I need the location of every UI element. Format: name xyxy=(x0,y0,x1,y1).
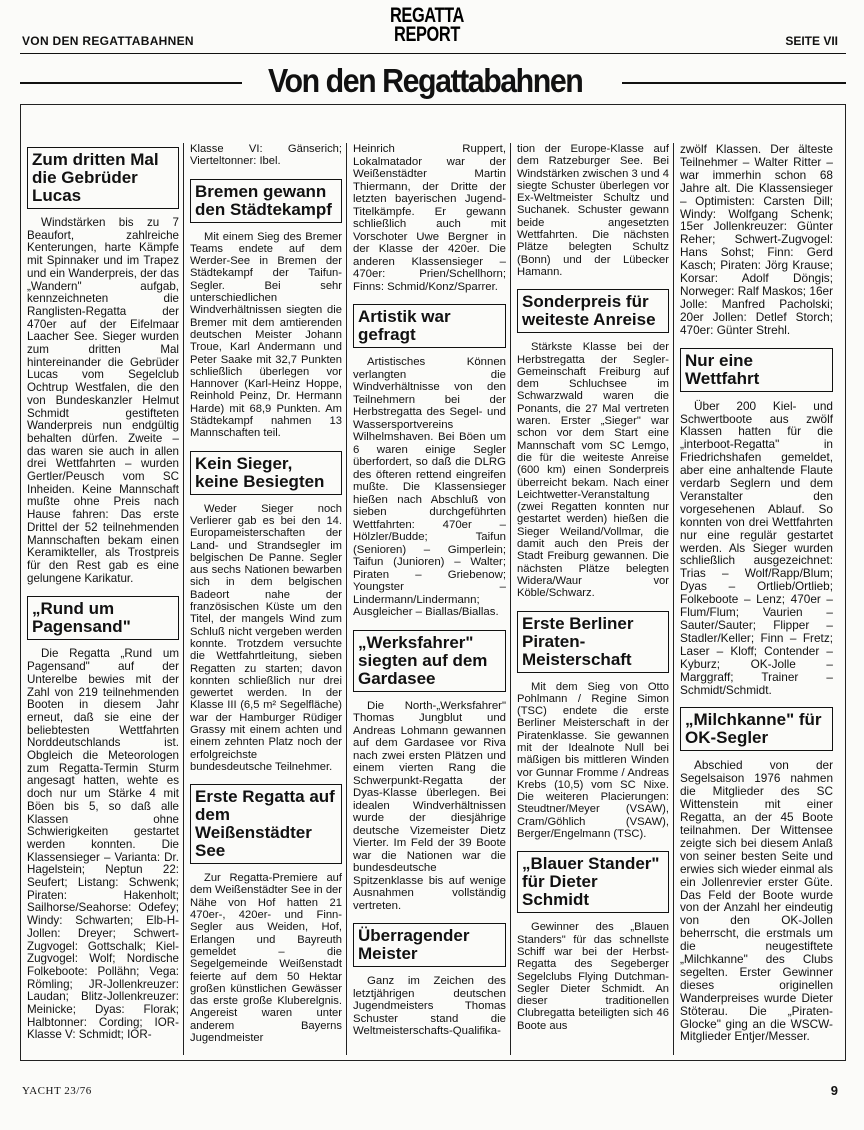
article-headline: Zum dritten Mal die Gebrüder Lucas xyxy=(27,147,179,209)
spacer xyxy=(353,293,506,300)
article-headline: Bremen gewann den Städtekampf xyxy=(190,179,342,223)
article-headline: Kein Sieger, keine Besiegten xyxy=(190,451,342,495)
spacer xyxy=(680,696,833,703)
spacer xyxy=(190,773,342,780)
header-rule xyxy=(20,53,846,54)
article-continuation: zwölf Klassen. Der älteste Teilnehmer – Walter Ritter – war immerhin schon 68 Jahre alt. Die Klassensieger – Optimisten: Carsten Dill; Windy: Wolfgang Schenk; 15er Jollenkreuzer: Günter Reher; Schwert-Zugvogel: Hans Sohst; Finn: Gerd Kasch; Piraten: Jörg Krause; Korsar: Adolf Döngis; Norweger: Ralf Maskos; 16er Jolle: Manfred Pacholski; 20er Jollen: Detlef Storch; 470er: Günter Strehl. xyxy=(680,142,833,337)
article-headline: „Blauer Stander" für Dieter Schmidt xyxy=(517,851,669,913)
article-headline: Erste Berliner Piraten-Meisterschaft xyxy=(517,611,669,673)
article-paragraph: Über 200 Kiel- und Schwertboote aus zwölf Klassen hatten für die „interboot-Regatta" in Friedrichshafen gemeldet, aber eine anhaltende Flaute verdarb Seglern und dem Veranstalter den vorgesehenen Ablauf. So konnten von drei Wettfahrten nur eine regulär gestartet werden. Als Sieger wurden schließlich ausgezeichnet: Trias – Wolf/Rapp/Blum; Dyas – Ortlieb/Ortlieb; Folkeboote – Lenz; 470er – Flum/Flum; Vaurien – Sauter/Sauter; Flipper – Stadler/Keller; Finn – Fretz; Laser – Kloff; Contender – Kyburz; OK-Jolle – Marggraff; Trainer – Schmidt/Schmidt. xyxy=(680,398,833,697)
article-headline: Überragender Meister xyxy=(353,923,506,967)
spacer xyxy=(517,840,669,847)
spacer xyxy=(353,912,506,919)
title-rule-right xyxy=(622,82,846,84)
spacer xyxy=(353,619,506,626)
article-paragraph: Stärkste Klasse bei der Herbstregatta der Segler-Gemeinschaft Freiburg auf dem Schluchsee im Schwarzwald waren die Ponants, die 27 Mal vertreten waren. Erster „Sieger" war schon vor dem Start eine Mannschaft vom SC Lemgo, die für die weiteste Anreise (600 km) einen Sonderpreis überreicht bekam. Nach einer Leichtwetter-Veranstaltung (zwei Regatten konnten nur gestartet werden) hießen die Sieger Weiland/Vollmar, die damit auch den Preis der Stadt Freiburg gewannen. Die nächsten Plätze belegten Widera/Waur vor Köble/Schwarz. xyxy=(517,341,669,600)
article-continuation: tion der Europe-Klasse auf dem Ratzeburger See. Bei Windstärken zwischen 3 und 4 siegte Schuster überlegen vor Ex-Weltmeister Schultz und Suchanek. Schuster gewann beide angesetzten Wettfahrten. Die nächsten Plätze belegten Schultz (Bonn) und der Lübecker Hamann. xyxy=(517,143,669,278)
title-rule-left xyxy=(20,82,242,84)
article-headline: „Milchkanne" für OK-Segler xyxy=(680,707,833,751)
article-paragraph: Weder Sieger noch Verlierer gab es bei den 14. Europameisterschaften der Land- und Strandsegler im belgischen De Panne. Segler aus sechs Nationen bewarben sich in dem belgischen Badeort nahe der französischen Küste um den Titel, der mangels Wind zum Schluß nicht vergeben werden konnte. Trotzdem versuchte die Wettfahrtleitung, sieben Regatten zu starten; davon konnten schließlich nur drei gewertet werden. In der Klasse III (6,5 m² Segelfläche) war der Hamburger Rüdiger Grassy mit einem achten und einem zehnten Platz noch der erfolgreichste bundesdeutsche Teilnehmer. xyxy=(190,502,342,773)
article-column-1 xyxy=(27,143,179,1049)
spacer xyxy=(27,1042,179,1049)
column-rule xyxy=(510,143,511,1055)
spacer xyxy=(190,440,342,447)
logo-line1: REGATTA xyxy=(389,4,465,27)
article-headline: Artistik war gefragt xyxy=(353,304,506,348)
column-rule xyxy=(346,143,347,1055)
spacer xyxy=(680,1043,833,1050)
article-headline: „Rund um Pagensand" xyxy=(27,596,179,640)
article-paragraph: Ganz im Zeichen des letztjährigen deutschen Jugendmeisters Thomas Schuster stand die Weltmeisterschafts-Qualifika- xyxy=(353,975,506,1037)
article-paragraph: Mit dem Sieg von Otto Pohlmann / Regine Simon (TSC) endete die erste Berliner Meisterschaft in der Piratenklasse. Sie gewannen mit der Idealnote Null bei mäßigen bis mittleren Winden vor Gunnar Fromme / Andreas Krebs (10,5) vom SC Nixe. Die weiteren Placierungen: Steudtner/Meyer (VSAW), Cram/Göhlich (VSAW), Berger/Engelmann (TSC). xyxy=(517,680,669,841)
spacer xyxy=(517,600,669,607)
spacer xyxy=(190,168,342,175)
article-headline: Nur eine Wettfahrt xyxy=(680,348,833,392)
column-rule xyxy=(673,143,674,1055)
article-continuation: Heinrich Ruppert, Lokalmatador war der Weißenstädter Martin Thiermann, der Dritte der letzten bayerischen Jugend-Titelkämpfe. Er gewann schließlich auch mit Vorschoter Uwe Bergner in der Klasse der 420er. Die anderen Klassensieger – 470er: Prien/Schellhorn; Finns: Schmid/Konz/Sparrer. xyxy=(353,143,506,293)
column-rule xyxy=(183,143,184,1055)
footer-issue: YACHT 23/76 xyxy=(22,1085,92,1097)
article-paragraph: Die Regatta „Rund um Pagensand" auf der Unterelbe bewies mit der Zahl von 219 teilnehmenden Booten in diesem Jahr erneut, daß sie eine der beliebtesten Wettfahrten Norddeutschlands ist. Obgleich die Meteorologen zum Regatta-Termin Sturm angesagt hatten, wehte es doch nur um Stärke 4 mit Böen bis 5, so daß alle Klassen ohne Schwierigkeiten gestartet werden konnten. Die Klassensieger – Varianta: Dr. Hagelstein; Neptun 22: Seufert; Listang: Schwenk; Piraten: Hakenholt; Sailhorse/Seahorse: Odefey; Windy: Schwarten; Elb-H-Jollen: Dreyer; Schwert-Zugvogel: Gottschalk; Kiel-Zugvogel: Wolf; Nordische Folkeboote: Pollähn; Vega: Römling; JR-Jollenkreuzer: Laudan; Blitz-Jollenkreuzer: Meinicke; Dyas: Florak; Halbtonner: Cording; IOR-Klasse V: Schmidt; IOR- xyxy=(27,647,179,1042)
article-headline: Erste Regatta auf dem Weißenstädter See xyxy=(190,784,342,864)
article-continuation: Klasse VI: Gänserich; Vierteltonner: Ibel. xyxy=(190,143,342,168)
spacer xyxy=(517,278,669,285)
page-number: 9 xyxy=(830,1083,838,1098)
spacer xyxy=(353,1038,506,1045)
article-paragraph: Mit einem Sieg des Bremer Teams endete auf dem Werder-See in Bremen der Städtekampf der Taifun-Segler. Bei sehr unterschiedlichen Windverhältnissen siegten die Bremer mit dem amtierenden deutschen Meister Johann Troue, Karl Andermann und Peter Saake mit 32,7 Punkten schließlich überlegen vor Hannover (Karl-Heinz Hoppe, Reinhold Peinz, Dr. Hermann Harde) mit 68,9 Punkten. Am Städtekampf nahmen 13 Mannschaften teil. xyxy=(190,230,342,440)
article-column-3 xyxy=(353,143,506,1045)
logo-line2: REPORT xyxy=(394,23,460,46)
spacer xyxy=(680,337,833,344)
title-bar xyxy=(20,64,846,100)
article-column-4 xyxy=(517,143,669,1039)
article-headline: Sonderpreis für weiteste Anreise xyxy=(517,289,669,333)
spacer xyxy=(27,585,179,592)
article-column-5 xyxy=(680,143,833,1050)
article-paragraph: Gewinner des „Blauen Standers" für das schnellste Schiff war bei der Herbst-Regatta des Segeberger Segelclubs Flying Dutchman-Segler Dieter Schmidt. An dieser traditionellen Clubregatta beteiligten sich 46 Boote aus xyxy=(517,921,669,1032)
article-paragraph: Die North-„Werksfahrer" Thomas Jungblut und Andreas Lohmann gewannen auf dem Gardasee vor Riva nach zwei ersten Plätzen und einem vierten Rang die Schwerpunkt-Regatta der Dyas-Klasse überlegen. Bei idealen Windverhältnissen wurde der diesjährige deutsche Vizemeister Dietz Vierter. Im Feld der 39 Boote war die Nationen war die bundesdeutsche Spitzenklasse bis auf wenige Ausnahmen vollständig vertreten. xyxy=(353,699,506,912)
article-paragraph: Windstärken bis zu 7 Beaufort, zahlreiche Kenterungen, harte Kämpfe mit Spinnaker und im Trapez und ein Wanderpreis, der das „Wandern" aufgab, kennzeichneten die Ranglisten-Regatta der 470er auf der Eifelmaar Laacher See. Sieger wurden zum dritten Mal hintereinander die Gebrüder Lucas vom Segelclub Ochtrup Westfalen, die den von Bundeskanzler Helmut Schmidt gestifteten Wanderpreis nun endgültig behalten dürfen. Zweite – das waren sie auch in allen drei Wettfahrten – wurden Gertler/Peusch vom SC Inheiden. Keine Mannschaft mußte ohne Preis nach Hause fahren: Das erste Drittel der 52 teilnehmenden Mannschaften bekam einen Keramikteller, als Trostpreis für den Rest gab es eine gelungene Karikatur. xyxy=(27,216,179,585)
regatta-report-logo xyxy=(384,6,470,44)
page-title: Von den Regattabahnen xyxy=(268,62,583,99)
spacer xyxy=(190,1044,342,1051)
article-paragraph: Artistisches Können verlangten die Windverhältnisse von den Teilnehmern bei der Herbstregatta des Segel- und Wassersportvereins Wilhelmshaven. Bei Böen um 6 waren einige Segler überfordert, so daß die DLRG des öfteren rettend eingreifen mußte. Die Klassensieger hießen nach Abschluß von sieben durchgeführten Wettfahrten: 470er – Hölzler/Budde; Taifun (Senioren) – Gimperlein; Taifun (Junioren) – Walter; Piraten – Griebenow; Youngster – Lindermann/Lindermann; Ausgleicher – Biallas/Biallas. xyxy=(353,356,506,618)
header-right: SEITE VII xyxy=(785,34,838,48)
header-left: VON DEN REGATTABAHNEN xyxy=(22,34,194,48)
article-headline: „Werksfahrer" siegten auf dem Gardasee xyxy=(353,630,506,692)
spacer xyxy=(517,1032,669,1039)
article-paragraph: Abschied von der Segelsaison 1976 nahmen die Mitglieder des SC Wittenstein mit einer Regatta, an der 45 Boote teilnahmen. Der Wittensee zeigte sich bei diesem Anlaß von seiner besten Seite und erwies sich wieder einmal als ein Jollenrevier erster Güte. Das Feld der Boote wurde von der Anzahl her eindeutig von den OK-Jollen beherrscht, die erstmals um die neugestiftete „Milchkanne" des Clubs segelten. Erster Gewinner dieses originellen Wanderpreises wurde Dieter Stöterau. Die „Piraten-Glocke" ging an die WSCW-Mitglieder Entjer/Messer. xyxy=(680,758,833,1044)
article-paragraph: Zur Regatta-Premiere auf dem Weißenstädter See in der Nähe von Hof hatten 21 470er-, 420er- und Finn-Segler aus Weiden, Hof, Erlangen und Bayreuth gemeldet – die Segelgemeinde Weißenstadt feierte auf dem 50 Hektar großen künstlichen Gewässer das erste große Kluberelgnis. Angereist waren unter anderem Bayerns Jugendmeister xyxy=(190,872,342,1045)
article-column-2 xyxy=(190,143,342,1051)
